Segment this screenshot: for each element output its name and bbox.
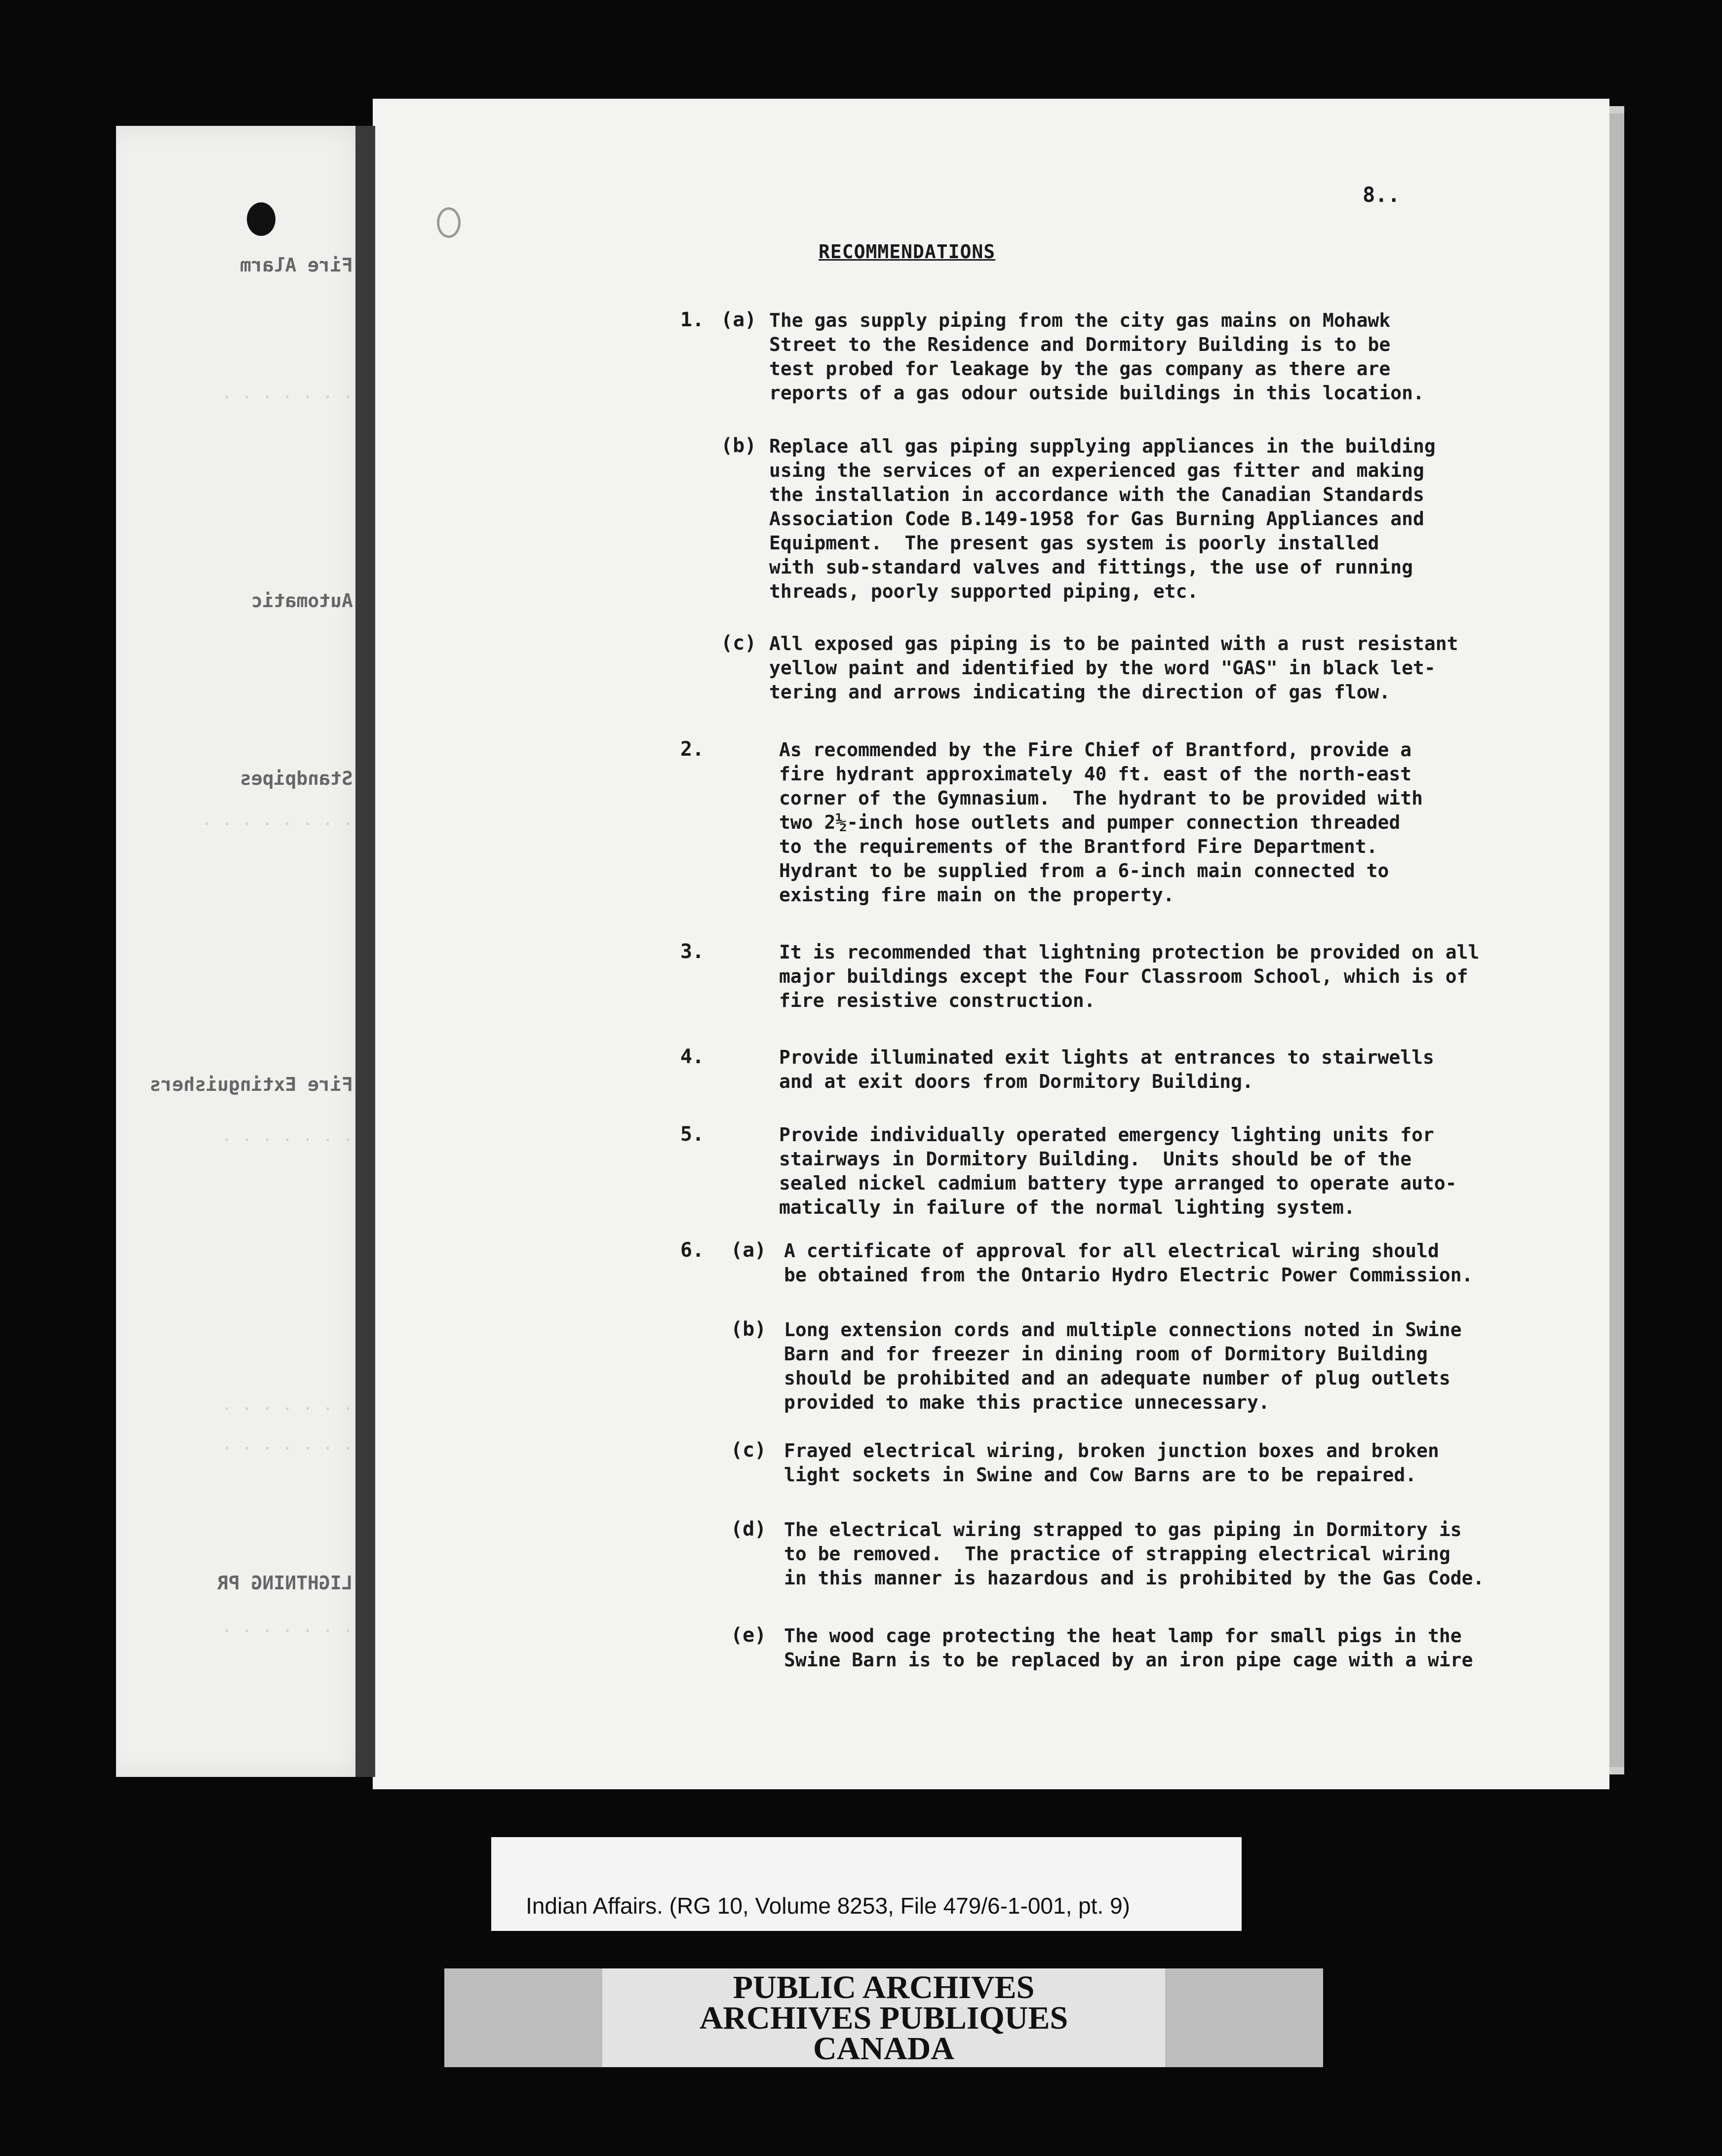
margin-faint-text: · · · · · · · bbox=[221, 1439, 353, 1459]
text-line: provided to make this practice unnecessary. bbox=[784, 1391, 1270, 1413]
text-line: existing fire main on the property. bbox=[779, 884, 1174, 906]
item-number: 1. bbox=[680, 308, 704, 331]
text-line: light sockets in Swine and Cow Barns are to be repaired. bbox=[784, 1464, 1417, 1486]
text-line: Association Code B.149-1958 for Gas Burning Appliances and bbox=[769, 508, 1424, 530]
item-sub-label: (c) bbox=[721, 632, 757, 654]
recommendation-text bbox=[769, 632, 1458, 704]
binder-ring-mark bbox=[437, 207, 461, 238]
text-line: sealed nickel cadmium battery type arranged to operate auto- bbox=[779, 1172, 1457, 1194]
text-line: matically in failure of the normal lighting system. bbox=[779, 1196, 1355, 1218]
margin-faint-text: · · · · · · · · bbox=[201, 814, 353, 834]
margin-faint-text: · · · · · · · bbox=[221, 1399, 353, 1419]
text-line: All exposed gas piping is to be painted with a rust resistant bbox=[769, 633, 1458, 654]
text-line: and at exit doors from Dormitory Building. bbox=[779, 1071, 1253, 1092]
recommendation-text bbox=[784, 1518, 1484, 1590]
item-sub-label: (a) bbox=[731, 1239, 767, 1262]
text-line: in this manner is hazardous and is prohibited by the Gas Code. bbox=[784, 1567, 1485, 1589]
text-line: Swine Barn is to be replaced by an iron pipe cage with a wire bbox=[784, 1649, 1473, 1671]
recommendation-text bbox=[779, 1045, 1434, 1094]
recommendation-text bbox=[769, 434, 1436, 604]
text-line: Barn and for freezer in dining room of Dormitory Building bbox=[784, 1343, 1428, 1365]
margin-label-automatic: Automatic bbox=[251, 590, 353, 612]
text-line: Provide individually operated emergency lighting units for bbox=[779, 1124, 1434, 1146]
recommendation-text bbox=[784, 1439, 1439, 1487]
item-sub-label: (c) bbox=[731, 1439, 767, 1462]
text-line: major buildings except the Four Classroom School, which is of bbox=[779, 965, 1468, 987]
text-line: should be prohibited and an adequate number of plug outlets bbox=[784, 1367, 1450, 1389]
item-number: 5. bbox=[680, 1123, 704, 1146]
archive-caption-card bbox=[491, 1837, 1242, 1931]
binding-gutter bbox=[355, 126, 375, 1777]
margin-label-standpipes: Standpipes bbox=[240, 768, 353, 789]
recommendation-text bbox=[784, 1239, 1473, 1287]
margin-label-fire-alarm: Fire Alarm bbox=[240, 254, 353, 276]
stamp-line: PUBLIC ARCHIVES bbox=[733, 1969, 1035, 2005]
text-line: to be removed. The practice of strapping electrical wiring bbox=[784, 1543, 1450, 1565]
recommendation-text bbox=[784, 1624, 1473, 1672]
margin-faint-text: · · · · · · · bbox=[221, 387, 353, 407]
text-line: test probed for leakage by the gas company as there are bbox=[769, 358, 1391, 380]
archive-reference: Indian Affairs. (RG 10, Volume 8253, File 479/6-1-001, pt. 9) bbox=[526, 1893, 1130, 1919]
text-line: The electrical wiring strapped to gas piping in Dormitory is bbox=[784, 1519, 1462, 1540]
margin-label-fire-extinguishers: Fire Extinguishers bbox=[150, 1074, 353, 1095]
item-number: 2. bbox=[680, 738, 704, 761]
text-line: to the requirements of the Brantford Fire Department. bbox=[779, 836, 1378, 857]
text-line: fire resistive construction. bbox=[779, 990, 1096, 1011]
item-sub-label: (a) bbox=[721, 308, 757, 331]
page-title: RECOMMENDATIONS bbox=[819, 241, 996, 263]
text-line: Frayed electrical wiring, broken junction boxes and broken bbox=[784, 1440, 1439, 1462]
text-line: Hydrant to be supplied from a 6-inch main connected to bbox=[779, 860, 1389, 882]
recommendation-text bbox=[784, 1318, 1462, 1415]
recommendation-text bbox=[779, 738, 1423, 907]
text-line: corner of the Gymnasium. The hydrant to be provided with bbox=[779, 787, 1423, 809]
item-sub-label: (b) bbox=[721, 434, 757, 457]
page-edge-shadow bbox=[1609, 114, 1624, 1767]
margin-faint-text: · · · · · · · bbox=[221, 1621, 353, 1641]
text-line: The wood cage protecting the heat lamp for small pigs in the bbox=[784, 1625, 1462, 1647]
margin-faint-text: · · · · · · · bbox=[221, 1130, 353, 1150]
text-line: Equipment. The present gas system is poorly installed bbox=[769, 532, 1379, 554]
item-sub-label: (d) bbox=[731, 1518, 767, 1540]
text-line: the installation in accordance with the Canadian Standards bbox=[769, 484, 1424, 505]
recommendation-text bbox=[769, 308, 1424, 405]
text-line: reports of a gas odour outside buildings in this location. bbox=[769, 382, 1424, 404]
punch-hole bbox=[247, 202, 275, 236]
item-number: 6. bbox=[680, 1239, 704, 1262]
stamp-line: ARCHIVES PUBLIQUES bbox=[699, 2000, 1068, 2036]
text-line: The gas supply piping from the city gas mains on Mohawk bbox=[769, 309, 1391, 331]
text-line: tering and arrows indicating the direction of gas flow. bbox=[769, 681, 1391, 703]
item-sub-label: (b) bbox=[731, 1318, 767, 1341]
text-line: two 2½-inch hose outlets and pumper connection threaded bbox=[779, 811, 1401, 833]
text-line: Long extension cords and multiple connections noted in Swine bbox=[784, 1319, 1462, 1341]
text-line: A certificate of approval for all electrical wiring should bbox=[784, 1240, 1439, 1262]
text-line: As recommended by the Fire Chief of Brantford, provide a bbox=[779, 739, 1412, 761]
text-line: Provide illuminated exit lights at entrances to stairwells bbox=[779, 1046, 1434, 1068]
text-line: Replace all gas piping supplying appliances in the building bbox=[769, 435, 1436, 457]
text-line: with sub-standard valves and fittings, the use of running bbox=[769, 556, 1413, 578]
text-line: stairways in Dormitory Building. Units should be of the bbox=[779, 1148, 1412, 1170]
text-line: fire hydrant approximately 40 ft. east of the north-east bbox=[779, 763, 1412, 785]
text-line: threads, poorly supported piping, etc. bbox=[769, 580, 1199, 602]
text-line: It is recommended that lightning protection be provided on all bbox=[779, 941, 1480, 963]
text-line: yellow paint and identified by the word "GAS" in black let- bbox=[769, 657, 1436, 679]
left-page bbox=[116, 126, 373, 1777]
recommendation-text bbox=[779, 1123, 1457, 1220]
page-number: 8.. bbox=[1363, 183, 1400, 207]
stamp-line: CANADA bbox=[813, 2031, 954, 2067]
recommendation-text bbox=[779, 940, 1479, 1013]
item-number: 3. bbox=[680, 940, 704, 963]
text-line: be obtained from the Ontario Hydro Electric Power Commission. bbox=[784, 1264, 1473, 1286]
item-number: 4. bbox=[680, 1045, 704, 1068]
archive-stamp bbox=[444, 1968, 1323, 2067]
item-sub-label: (e) bbox=[731, 1624, 767, 1647]
text-line: using the services of an experienced gas fitter and making bbox=[769, 460, 1424, 481]
text-line: Street to the Residence and Dormitory Building is to be bbox=[769, 334, 1391, 355]
margin-label-lightning: LIGHTNING PR bbox=[217, 1572, 353, 1594]
